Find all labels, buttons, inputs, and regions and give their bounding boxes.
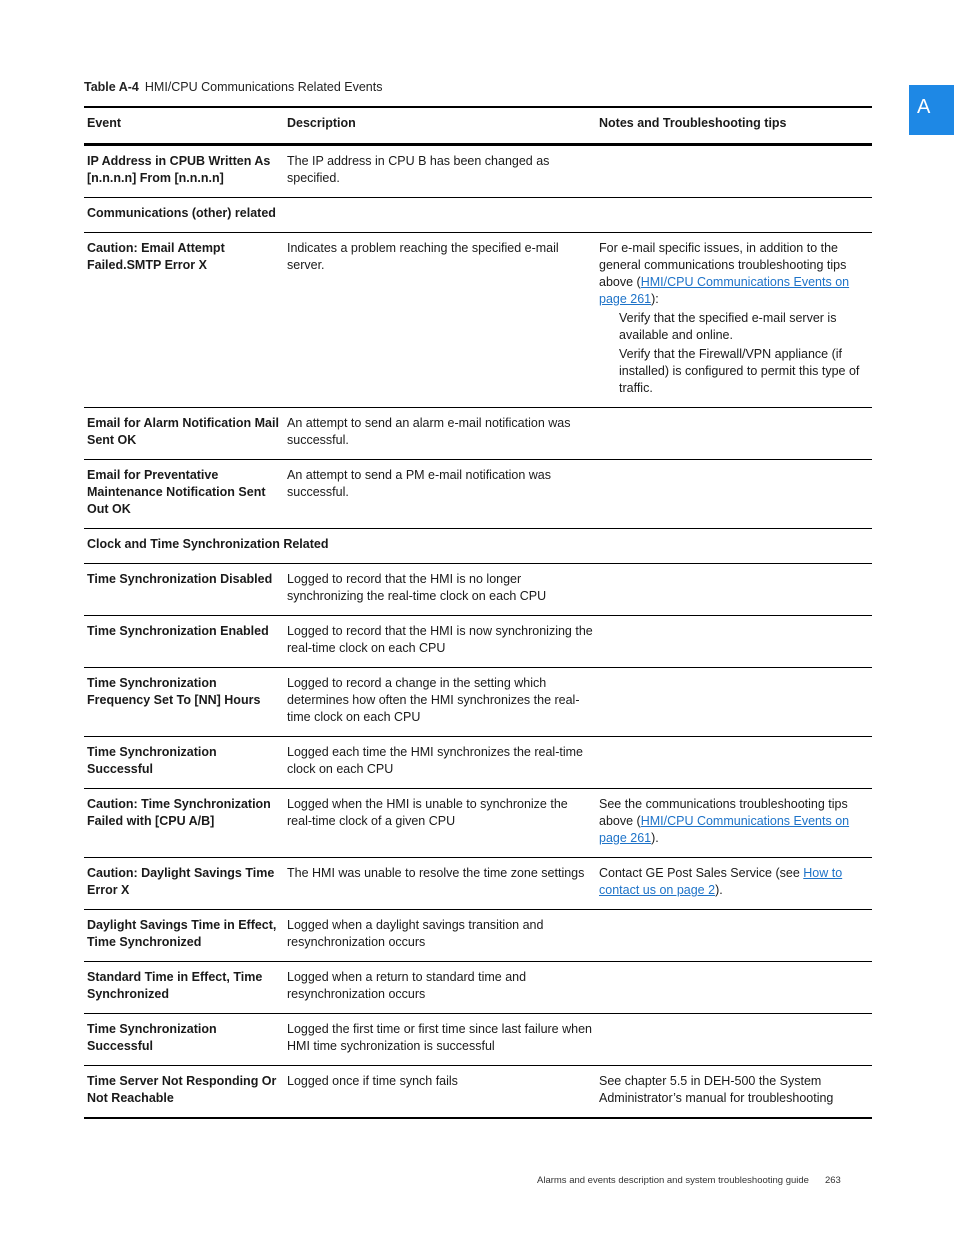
notes-cell	[596, 564, 872, 616]
notes-text: ):	[651, 292, 659, 306]
page-number: 263	[824, 1175, 841, 1186]
table-row	[84, 1066, 872, 1119]
event-cell: Time Synchronization Disabled	[84, 564, 284, 616]
notes-bullet: Verify that the specified e-mail server is available and online.	[619, 311, 837, 342]
notes-cell	[596, 737, 872, 789]
notes-text: ).	[651, 831, 659, 845]
event-cell: Standard Time in Effect, Time Synchronized	[84, 962, 284, 1014]
event-cell: Time Synchronization Successful	[84, 1014, 284, 1066]
event-cell: Email for Preventative Maintenance Notification Sent Out OK	[84, 460, 284, 529]
notes-cell	[596, 962, 872, 1014]
event-cell: IP Address in CPUB Written As [n.n.n.n] From [n.n.n.n]	[84, 145, 284, 198]
header-description: Description	[284, 107, 596, 145]
notes-cell	[596, 789, 872, 858]
appendix-tab-marker	[909, 85, 954, 135]
notes-cell	[596, 616, 872, 668]
notes-cell	[596, 233, 872, 408]
table-row	[84, 408, 872, 460]
description-cell: Logged once if time synch fails	[287, 1074, 458, 1088]
notes-cell	[596, 858, 872, 910]
description-cell: Logged when a daylight savings transition and resynchronization occurs	[284, 910, 596, 962]
description-cell: Logged when the HMI is unable to synchronize the real-time clock of a given CPU	[284, 789, 596, 858]
description-cell: Indicates a problem reaching the specified e-mail server.	[284, 233, 596, 408]
description-cell: An attempt to send an alarm e-mail notification was successful.	[284, 408, 596, 460]
page-footer	[537, 1175, 841, 1186]
section-row	[84, 198, 872, 233]
section-heading: Clock and Time Synchronization Related	[84, 529, 872, 564]
event-cell: Caution: Daylight Savings Time Error X	[84, 858, 284, 910]
event-cell: Email for Alarm Notification Mail Sent OK	[84, 408, 284, 460]
table-row	[84, 616, 872, 668]
notes-cell	[596, 460, 872, 529]
event-cell: Time Synchronization Frequency Set To [NN] Hours	[84, 668, 284, 737]
table-row	[84, 962, 872, 1014]
notes-bullet: Verify that the Firewall/VPN appliance (if installed) is configured to permit this type of traffic.	[619, 347, 860, 395]
table-caption-label: Table A-4	[84, 80, 139, 94]
notes-text: Contact GE Post Sales Service (see	[599, 866, 804, 880]
notes-paragraph	[599, 240, 869, 308]
table-row	[84, 460, 872, 529]
notes-text: ).	[715, 883, 723, 897]
events-table	[84, 106, 872, 1119]
section-heading: Communications (other) related	[84, 198, 872, 233]
table-row	[84, 737, 872, 789]
event-cell: Time Server Not Responding Or Not Reachable	[87, 1074, 277, 1105]
notes-cell	[596, 1014, 872, 1066]
table-row	[84, 564, 872, 616]
section-row	[84, 529, 872, 564]
notes-cell	[596, 668, 872, 737]
description-cell: Logged each time the HMI synchronizes the real-time clock on each CPU	[284, 737, 596, 789]
description-cell: Logged to record that the HMI is now synchronizing the real-time clock on each CPU	[284, 616, 596, 668]
table-caption	[84, 80, 382, 94]
description-cell: An attempt to send a PM e-mail notification was successful.	[284, 460, 596, 529]
event-cell: Caution: Time Synchronization Failed with [CPU A/B]	[84, 789, 284, 858]
description-cell: Logged to record that the HMI is no longer synchronizing the real-time clock on each CPU	[284, 564, 596, 616]
table-row	[84, 1014, 872, 1066]
table-row	[84, 145, 872, 198]
description-cell: The IP address in CPU B has been changed as specified.	[284, 145, 596, 198]
notes-text: See the communications troubleshooting tips above (	[599, 797, 848, 828]
table-header-row	[84, 107, 872, 145]
header-event: Event	[84, 107, 284, 145]
event-cell: Time Synchronization Successful	[84, 737, 284, 789]
event-cell: Caution: Email Attempt Failed.SMTP Error X	[84, 233, 284, 408]
table-row	[84, 858, 872, 910]
cross-reference-link[interactable]: HMI/CPU Communications Events on page 261	[599, 814, 850, 845]
description-cell: Logged to record a change in the setting which determines how often the HMI synchronizes the real-time clock on each CPU	[284, 668, 596, 737]
appendix-tab-letter: A	[917, 96, 931, 118]
description-cell: Logged the first time or first time since last failure when HMI time sychronization is successful	[284, 1014, 596, 1066]
footer-title: Alarms and events description and system troubleshooting guide	[537, 1175, 809, 1186]
event-cell: Time Synchronization Enabled	[84, 616, 284, 668]
notes-cell	[596, 145, 872, 198]
notes-cell: See chapter 5.5 in DEH-500 the System Administrator’s manual for troubleshooting	[599, 1074, 834, 1105]
notes-text: For e-mail specific issues, in addition to the general communications troubleshooting tips above (	[599, 241, 847, 289]
table-row	[84, 910, 872, 962]
table-row	[84, 668, 872, 737]
table-caption-title: HMI/CPU Communications Related Events	[144, 80, 383, 94]
table-row	[84, 789, 872, 858]
description-cell: The HMI was unable to resolve the time zone settings	[284, 858, 596, 910]
table-row	[84, 233, 872, 408]
notes-cell	[596, 910, 872, 962]
event-cell: Daylight Savings Time in Effect, Time Synchronized	[84, 910, 284, 962]
header-notes: Notes and Troubleshooting tips	[596, 107, 872, 145]
notes-cell	[596, 408, 872, 460]
contact-us-link[interactable]: How to contact us on page 2	[599, 866, 843, 897]
cross-reference-link[interactable]: HMI/CPU Communications Events on page 261	[599, 275, 850, 306]
description-cell: Logged when a return to standard time and resynchronization occurs	[284, 962, 596, 1014]
